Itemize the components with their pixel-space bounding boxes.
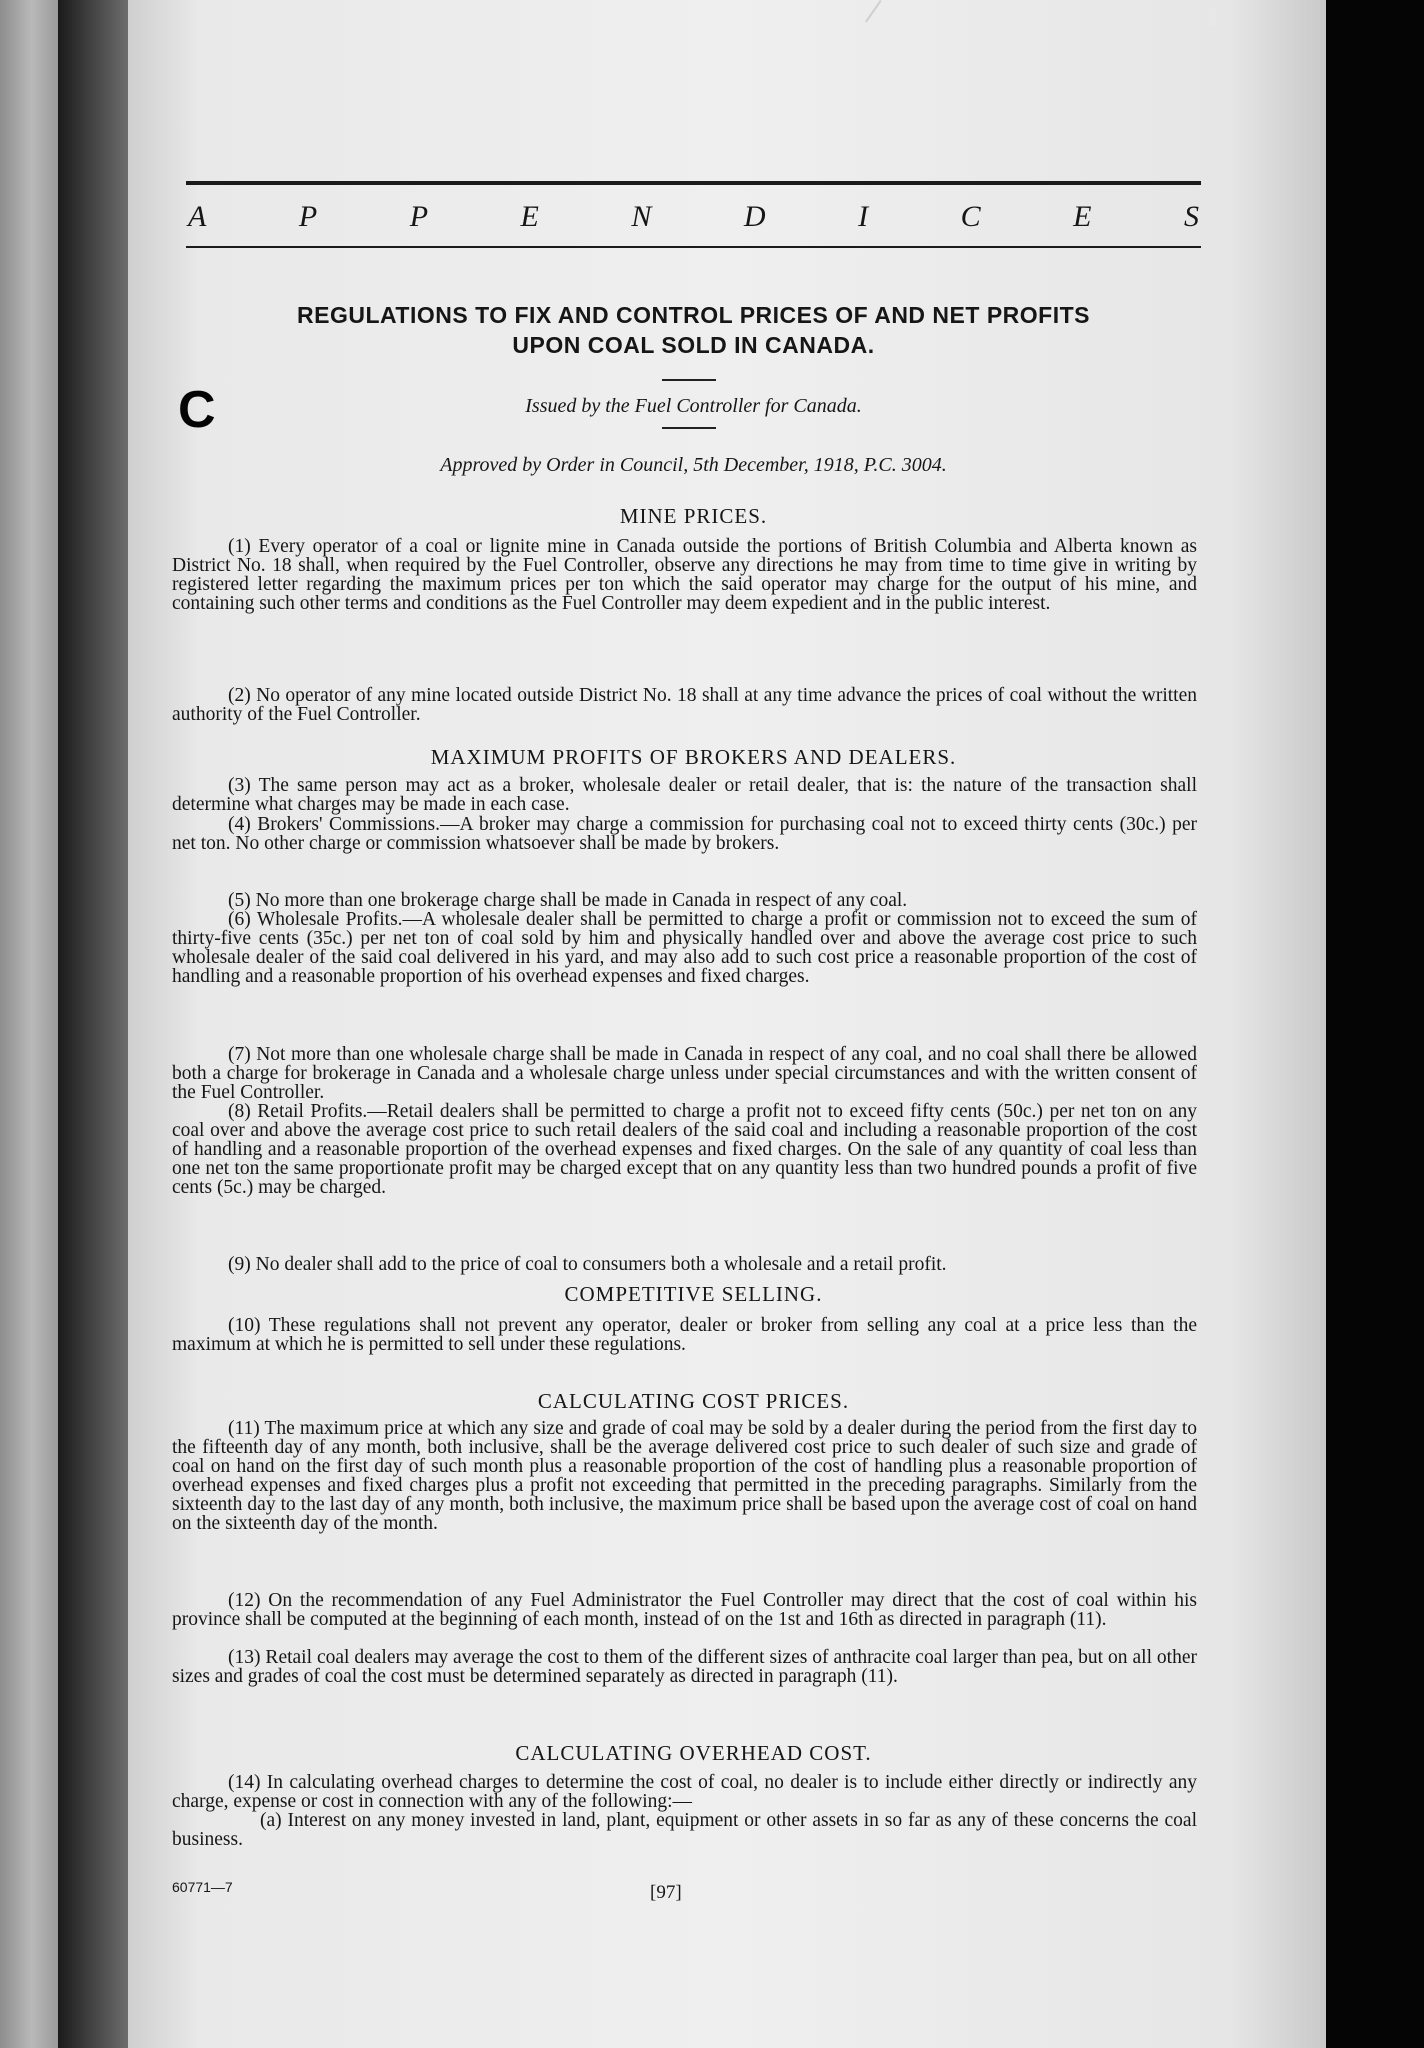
right-background xyxy=(1326,0,1424,2048)
drop-cap: C xyxy=(178,381,216,439)
header-letter: E xyxy=(520,200,539,233)
section-heading-max-profits: MAXIMUM PROFITS OF BROKERS AND DEALERS. xyxy=(430,745,957,769)
issued-by-line: Issued by the Fuel Controller for Canada. xyxy=(525,395,862,417)
header-letter: A xyxy=(188,200,207,233)
approval-line: Approved by Order in Council, 5th December, 1918, P.C. 3004. xyxy=(440,454,947,476)
header-letter: D xyxy=(743,200,766,233)
section-heading-mine-prices: MINE PRICES. xyxy=(619,504,768,528)
paragraph-10: (10) These regulations shall not prevent any operator, dealer or broker from selling any coal at a price less than the maximum at which he is permitted to sell under these regulations. xyxy=(172,1315,1197,1355)
header-letter: I xyxy=(858,200,869,233)
document-title xyxy=(186,300,1201,360)
paragraph-3: (3) The same person may act as a broker, wholesale dealer or retail dealer, that is: the nature of the transaction shall determine what charges may be made in each case. xyxy=(172,775,1197,815)
print-code: 60771—7 xyxy=(172,1879,233,1895)
paragraph-14a: (a) Interest on any money invested in land, plant, equipment or other assets in so far as any of these concerns the coal business. xyxy=(172,1810,1197,1850)
title-divider xyxy=(662,379,716,381)
header-letter: S xyxy=(1183,200,1199,233)
paragraph-12: (12) On the recommendation of any Fuel Administrator the Fuel Controller may direct that the cost of coal within his province shall be computed at the beginning of each month, instead of on the 1st and 16th as directed in paragraph (11). xyxy=(172,1590,1197,1630)
page-number: [97] xyxy=(650,1882,682,1903)
title-line-2: UPON COAL SOLD IN CANADA. xyxy=(512,332,875,358)
paragraph-1: (1) Every operator of a coal or lignite mine in Canada outside the portions of British Columbia and Alberta known as District No. 18 shall, when required by the Fuel Controller, observe any directions he may from time to time give in writing by registered letter regarding the maximum prices per ton which the said operator may charge for the output of his mine, and containing such other terms and conditions as the Fuel Controller may deem expedient and in the public interest. xyxy=(172,536,1197,614)
section-heading-competitive: COMPETITIVE SELLING. xyxy=(564,1282,823,1306)
paragraph-7: (7) Not more than one wholesale charge shall be made in Canada in respect of any coal, and no coal shall there be allowed both a charge for brokerage in Canada and a wholesale charge unless under special circumstances and with the written consent of the Fuel Controller. xyxy=(172,1044,1197,1103)
paragraph-14: (14) In calculating overhead charges to determine the cost of coal, no dealer is to include either directly or indirectly any charge, expense or cost in connection with any of the following:— xyxy=(172,1772,1197,1812)
paragraph-6: (6) Wholesale Profits.—A wholesale dealer shall be permitted to charge a profit or commission not to exceed the sum of thirty-five cents (35c.) per net ton of coal sold by him and physically handled over and above the average cost price to such wholesale dealer of the said coal delivered in his yard, and may also add to such cost price a reasonable proportion of the cost of handling and a reasonable proportion of his overhead expenses and fixed charges. xyxy=(172,909,1197,987)
header-rule-top xyxy=(186,181,1201,185)
paragraph-9: (9) No dealer shall add to the price of coal to consumers both a wholesale and a retail profit. xyxy=(228,1254,947,1275)
film-scratch xyxy=(1210,8,1216,26)
section-heading-cost-prices: CALCULATING COST PRICES. xyxy=(537,1389,850,1413)
issued-divider xyxy=(662,427,716,429)
appendices-header xyxy=(186,196,1201,238)
book-gutter xyxy=(58,0,128,2048)
paragraph-4: (4) Brokers' Commissions.—A broker may charge a commission for purchasing coal not to exceed thirty cents (30c.) per net ton. No other charge or commission whatsoever shall be made by brokers. xyxy=(172,814,1197,854)
header-letter: E xyxy=(1073,200,1092,233)
header-letter: P xyxy=(298,200,318,233)
header-rule-bottom xyxy=(186,246,1201,248)
title-line-1: REGULATIONS TO FIX AND CONTROL PRICES OF AND NET PROFITS xyxy=(297,302,1090,328)
section-heading-overhead: CALCULATING OVERHEAD COST. xyxy=(515,1741,872,1765)
paragraph-13: (13) Retail coal dealers may average the cost to them of the different sizes of anthracite coal larger than pea, but on all other sizes and grades of coal the cost must be determined separately as directed in paragraph (11). xyxy=(172,1647,1197,1687)
paragraph-11: (11) The maximum price at which any size and grade of coal may be sold by a dealer during the period from the first day to the fifteenth day of any month, both inclusive, shall be the average delivered cost price to such dealer of such size and grade of coal on hand on the first day of such month plus a reasonable proportion of the cost of handling plus a reasonable proportion of overhead expenses and fixed charges plus a profit not exceeding that permitted in the preceding paragraphs. Similarly from the sixteenth day to the last day of any month, both inclusive, the maximum price shall be based upon the average cost of coal on hand on the sixteenth day of the month. xyxy=(172,1418,1197,1534)
paragraph-2: (2) No operator of any mine located outside District No. 18 shall at any time advance the prices of coal without the written authority of the Fuel Controller. xyxy=(172,685,1197,725)
left-page-edge xyxy=(0,0,58,2048)
paragraph-8: (8) Retail Profits.—Retail dealers shall be permitted to charge a profit not to exceed fifty cents (50c.) per net ton on any coal over and above the average cost price to such retail dealers of the said coal and including a reasonable proportion of the cost of handling and a reasonable proportion of the overhead expenses and fixed charges. On the sale of any quantity of coal less than one net ton the same proportionate profit may be charged except that on any quantity less than two hundred pounds a profit of five cents (5c.) may be charged. xyxy=(172,1101,1197,1198)
header-letter: C xyxy=(960,200,981,233)
header-letter: P xyxy=(409,200,429,233)
paragraph-5: (5) No more than one brokerage charge shall be made in Canada in respect of any coal. xyxy=(228,890,908,911)
header-letter: N xyxy=(631,200,652,233)
